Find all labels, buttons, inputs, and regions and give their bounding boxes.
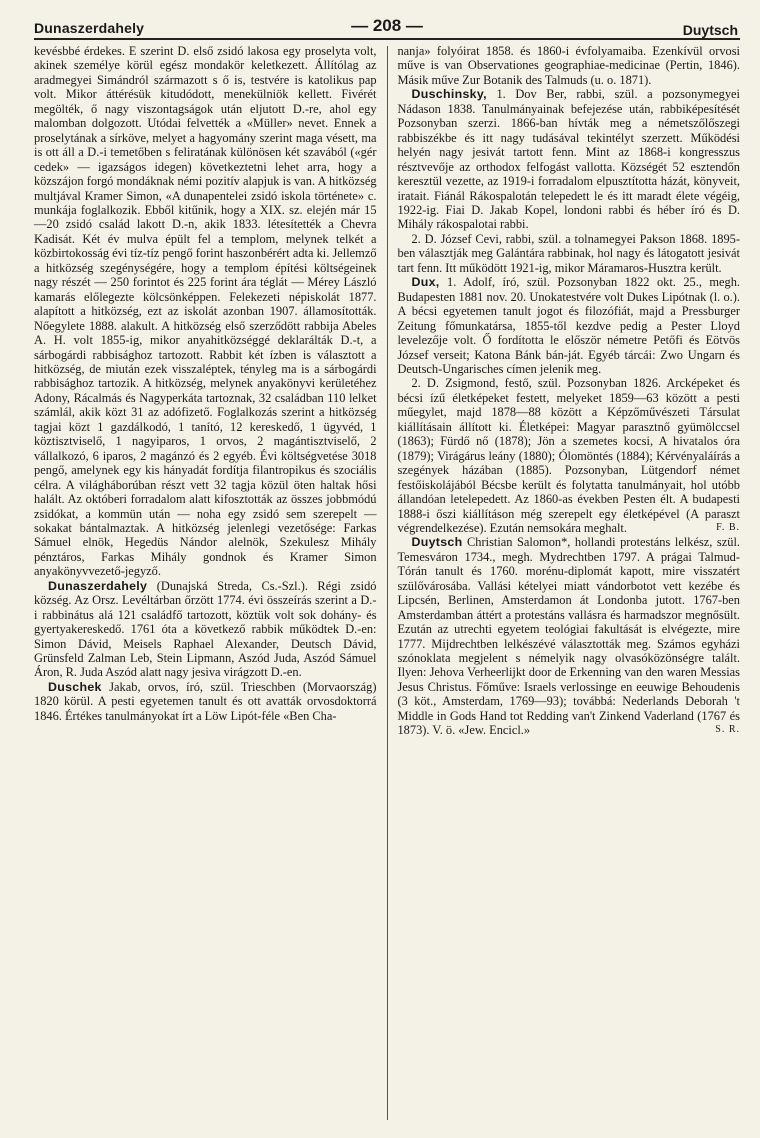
entry-headword: Dunaszerdahely <box>48 578 148 593</box>
entry-text: nanja» folyóirat 1858. és 1860-i évfolyamaiba. Ezenkívül orvosi műve is van Observationes geographiae-medicinae (Pertin, 1846). Másik műve Zur Botanik des Talmuds (u. o. 1871). <box>397 44 740 87</box>
author-signature: F. B. <box>716 521 740 533</box>
entry-text: Christian Salomon*, hollandi protestáns lelkész, szül. Temesváron 1734., megh. Mydrechtben 1797. A prágai Talmud-Tórán tanult és 1760. morénu-diplomát kapott, mire visszatért szülővárosába. Vallási kételyei miatt vándorbotot vett kezébe és Lipcsén, Berlinen, Amsterdamon át Londonba jutott. 1767-ben Amsterdamban áttért a protestáns vallásra és harmadszor megnősült. Ezután az utrechti egyetem teológiai fakultását is elvégezte, mire 1777. Mijdrechtben lelkészévé választották meg. Számos egyházi szónoklata megjelent s némelyik nagy olvasóközönségre talált. Ilyen: Jehova Verheerlijkt door de Erkenning van den waren Messias Jesus Christus. Főműve: Israels verlossinge en eeuwige Behoudenis (3 köt., Amsterdam, 1769—93); továbbá: Nederlands Deborah 't Middle in Gods Hand tot Redding van't Zinkend Vaderland (1767 és 1873). V. ö. «Jew. Encicl.» <box>397 535 740 738</box>
entry-duschinsky-2: 2. D. József Cevi, rabbi, szül. a tolnamegyei Pakson 1868. 1895-ben választják meg Galántára rabbinak, hol nagy és látogatott jesivát tart fenn. Itt működött 1921-ig, mikor Máramaros-Husztra került. <box>397 231 740 275</box>
entry-headword: Duschinsky, <box>411 87 487 102</box>
header-right-keyword: Duytsch <box>682 22 738 38</box>
header-left-keyword: Dunaszerdahely <box>34 20 145 36</box>
entry-duschek <box>34 680 377 723</box>
header-rule <box>34 38 740 40</box>
entry-headword: Duytsch <box>411 535 463 550</box>
column-divider <box>387 46 388 1120</box>
entry-dunaszerdahely <box>34 579 377 680</box>
entry-text: 1. Dov Ber, rabbi, szül. a pozsonymegyei Nádason 1838. Tanulmányainak befejezése után, rabbiképesítését Pozsonyban szerzi. 1866-ban hívták meg a németszőlőszegi rabbiszékbe és itt nagy tudásával tekintélyt szerzett. Működési helyén nagy jesivát tartott fenn. Mint az 1868-i kongresszus résztvevője az orthodox felfogást vallotta. Községét 52 esztendőn keresztül vezette, az 1919-i forradalom elpusztította házát, könyveit, iratait. Fiánál Rákospalotán telepedett le és itt maradt élete végéig, 1922-ig. Fiai D. Jakab Kopel, londoni rabbi és héber író és D. Mihály rákospalotai rabbi. <box>397 87 740 232</box>
page-header <box>34 14 740 38</box>
entry-text: Jakab, orvos, író, szül. Trieschben (Morvaország) 1820 körül. A pesti egyetemen tanult és ott avatták orvosdoktorrá 1846. Értékes tanulmányokat írt a Löw Lipót-féle «Ben Cha- <box>34 679 377 723</box>
entry-text: (Dunajská Streda, Cs.-Szl.). Régi zsidó község. Az Orsz. Levéltárban őrzött 1774. évi összeírás szerint a D.-i rabbinátus alá 121 családfő tartozott, köztük volt sok dohány- és gyertyakereskedő. 1761 óta a következő rabbik működtek D.-en: Simon Dávid, Meisels Raphael Alexander, Deutsch Dávid, Grünsfeld Zalman Leb, Stein Lipmann, Aszód Juda, Aszód Sámuel Áron, R. Juda Aszód alatt nagy jesiva virágzott D.-en. <box>34 578 377 680</box>
entry-duschinsky <box>397 87 740 232</box>
entry-dux-2 <box>397 376 740 535</box>
left-column <box>34 44 385 1130</box>
entry-text: 1. Adolf, író, szül. Pozsonyban 1822 okt. 25., megh. Budapesten 1881 nov. 20. Unokatestvére volt Dukes Lipótnak (l. o.). A bécsi egyetemen tanult jogot és filozófiát, majd a Pressburger Zeitung főmunkatársa, 1855-től kezdve pedig a Pester Lloyd levelezője volt. Ő fordította le először németre Petőfi és Eötvös József verseit; Katona Bánk bán-ját. Egyéb tárcái: Zwo Ungarn és Deutsch-Ungarisches címen jelenik meg. <box>397 275 740 376</box>
entry-headword: Dux, <box>411 275 440 290</box>
text-columns <box>34 44 740 1130</box>
entry-duytsch <box>397 535 740 737</box>
entry-headword: Duschek <box>48 679 102 694</box>
entry-text: 2. D. Zsigmond, festő, szül. Pozsonyban 1826. Arcképeket és bécsi ízű életképeket festett, melyeket 1859—63 között a pesti műegylet, majd 1878—88 között a Képzőművészeti Társulat kiállításain állított ki. Életképei: Magyar parasztnő gyümölccsel (1863); Fürdő nő (1878); Jön a szemetes kocsi, A hivatalos óra (1879); Virágárus leány (1880); Ólomöntés (1884); Kérvényaláírás a szegények házában (1885). Pozsonyban, Lütgendorf német festőiskolájából Bécsbe került és folytatta tanulmányait, hol utóbb állandóan letelepedett. Az 1860-as években Pesten élt. A budapesti 1888-i őszi kiállításon még szerepelt egy életképével (A paraszt végrendelkezése). Ezután nemsokára meghalt. <box>397 376 740 535</box>
right-column <box>391 44 740 1130</box>
entry-text: kevésbbé érdekes. E szerint D. első zsidó lakosa egy proselyta volt, akinek személye körül egész mondakör keletkezett. Állítólag az aradmegyei Simándról származott s ő is, testvére is katolikus pap volt. Mikor áttérésük kitudódott, menekülniök kellett. Fivérét megölték, ő nagy viszontagságok után eljutott D.-re, ahol egy malomban dolgozott. Utódai felvették a «Müller» nevet. Ennek a proselytának a sírköve, melyet a hagyomány szerint maga vésett, ma is ott áll a D.-i temetőben s feliratának különösen két szavából («gér cedek» — igazságos idegen) következtetni lehet arra, hogy a közszájon forgó mondáknak némi pozitív alapjuk is van. A hitközség multjával Kramer Simon, «A dunapentelei zsidó iskola története» c. munkája foglalkozik. Ebből kitűnik, hogy a XIX. sz. elején már 15—20 zsidó család lakott D.-n, akik 1833. létesítették a Chevra Kadisát. Két év mulva épült fel a templom, melynek telkét a közbirtokosság évi tíz-tíz pengő forint haszonbérért adta ki. Jellemző a hitközség szegénységére, hogy a templom építési költségeinek nagy részét — 250 forintot és 225 forint ára téglát — Mérey László kamarás előlegezte kölcsönképpen. Felekezeti népiskolát 1877. alapított a hitközség, ezt az iskolát azonban 1907. államosították. Nőegylete 1888. alakult. A hitközség első szerződött rabbija Abeles A. H. volt 1855-ig, mikor anyahitközséggé deklarálták D.-t, a sárbogárdi rabbisághoz tartozott. Rabbit két ízben is választott a hitközség, de miután ezek visszaléptek, tényleg ma is a sárbogárdi rabbisághoz tartozik. A hitközség, melynek anyakönyvi kerületéhez Adony, Rácalmás és Nagyperkáta tartoznak, 32 családban 110 lelket számlál, akik közt 31 az adófizető. Foglalkozás szerint a hitközség tagjai közt 1 gazdálkodó, 1 tanító, 12 kereskedő, 1 ügyvéd, 1 köztisztviselő, 1 nagyiparos, 1 orvos, 2 magántisztviselő, 2 vállalkozó, 6 iparos, 2 magánzó és 2 egyéb. Évi költségvetése 3018 pengő, amelynek egy kis hányadát fordítja filantropikus és szociális célra. A világháborúban részt vett 32 tagja közül öten haltak hősi halált. Az októberi forradalom alatt kifosztották az összes jobbmódú zsidókat, a kommün után — noha egy zsidó sem szerepelt — sokakat bántalmaztak. A hitközség jelenlegi vezetősége: Farkas Sámuel elnök, Hegedüs Nándor alelnök, Szekulesz Mihály pénztáros, Farkas Mihály gondnok és Kramer Simon anyakönyvvezető-jegyző. <box>34 44 377 579</box>
author-signature: S. R. <box>715 724 740 736</box>
entry-dux <box>397 275 740 376</box>
page-number: — 208 — <box>351 16 423 35</box>
